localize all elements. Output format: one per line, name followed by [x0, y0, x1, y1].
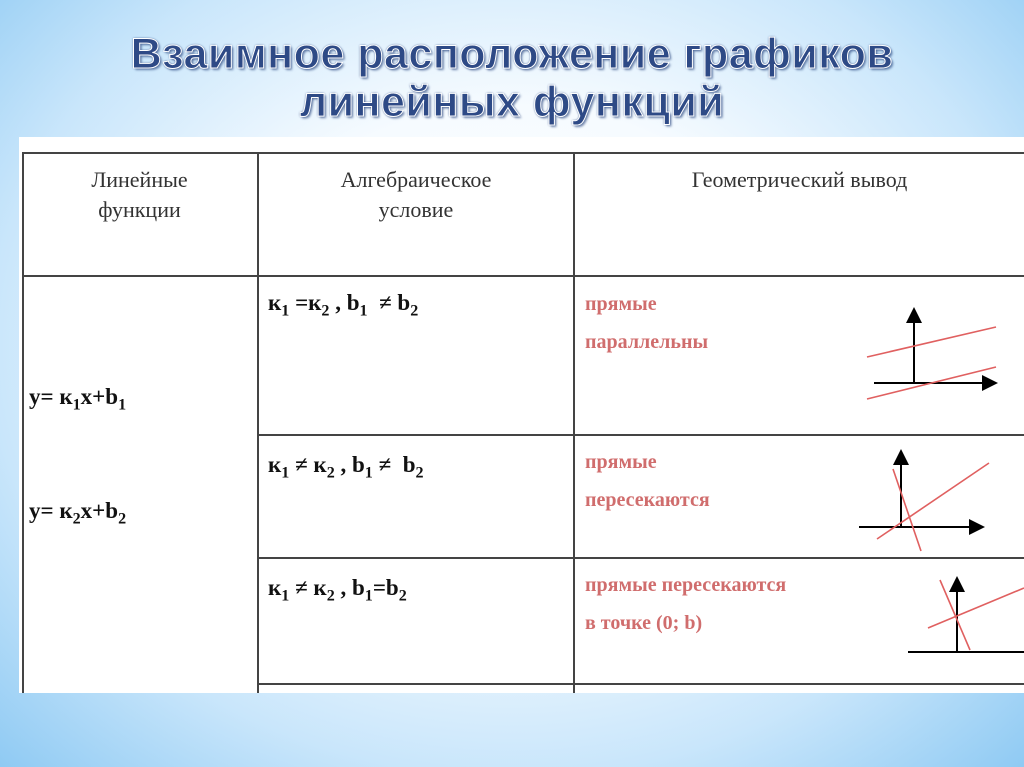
col-divider-1 — [257, 152, 259, 693]
function-1-rest: x+b — [80, 384, 119, 409]
parallel-lines-sketch — [859, 297, 1024, 407]
header-divider — [22, 275, 1024, 277]
cond-2-b-sub: 2 — [326, 464, 335, 482]
cond-2-a-sub: 1 — [281, 464, 290, 482]
intersecting-lines-sketch — [849, 447, 999, 557]
condition-row-2 — [268, 452, 424, 483]
cond-2-c-sub: 1 — [364, 464, 373, 482]
cond-3-c: , b — [334, 575, 365, 600]
cond-1-a: к — [268, 290, 282, 315]
function-1-main: y= к — [29, 384, 73, 409]
parallel-line-upper — [867, 327, 996, 357]
header-condition — [259, 165, 573, 225]
function-1-sub-b: 1 — [118, 396, 127, 414]
function-2-main: y= к — [29, 498, 73, 523]
header-functions-line1: Линейные — [91, 167, 188, 192]
header-functions-line2: функции — [98, 197, 181, 222]
cond-3-c-sub: 1 — [364, 587, 373, 605]
cond-3-a-sub: 1 — [281, 587, 290, 605]
header-condition-line1: Алгебраическое — [340, 167, 492, 192]
result-2-line1: прямые — [585, 451, 657, 473]
slide-title-line1: Взаимное расположение графиков — [130, 30, 894, 78]
result-3-line1: прямые пересекаются — [585, 574, 787, 596]
result-1-line1: прямые — [585, 293, 657, 315]
condition-row-3 — [268, 575, 407, 606]
header-functions — [22, 165, 257, 225]
intersect-at-y-axis-sketch — [904, 572, 1024, 662]
comparison-table — [19, 137, 1024, 693]
result-2-line2: пересекаются — [585, 489, 710, 511]
function-1-sub-k: 1 — [72, 396, 81, 414]
cond-3-d-sub: 2 — [398, 587, 407, 605]
row-divider-2 — [257, 557, 1024, 559]
slide-title-line2: линейных функций — [299, 78, 725, 126]
header-geometry-text: Геометрический вывод — [691, 167, 908, 192]
table-border-top — [22, 152, 1024, 154]
cond-1-op2: ≠ b — [367, 290, 411, 315]
slide-title — [0, 30, 1024, 126]
cond-3-a: к — [268, 575, 282, 600]
cond-1-c: , b — [329, 290, 360, 315]
y-intersect-line-steep — [940, 580, 970, 650]
cond-2-op2: ≠ b — [372, 452, 416, 477]
function-2 — [29, 498, 126, 529]
cond-1-c-sub: 1 — [359, 302, 368, 320]
result-1-line2: параллельны — [585, 331, 709, 353]
cond-2-op1: ≠ к — [289, 452, 327, 477]
result-row-2 — [585, 443, 710, 519]
cond-2-c: , b — [334, 452, 365, 477]
row-divider-1 — [257, 434, 1024, 436]
cond-3-op1: ≠ к — [289, 575, 327, 600]
row-divider-3 — [257, 683, 1024, 685]
result-3-line2: в точке (0; b) — [585, 612, 703, 634]
condition-row-1 — [268, 290, 418, 321]
cond-1-d-sub: 2 — [410, 302, 419, 320]
function-1 — [29, 384, 126, 415]
col-divider-2 — [573, 152, 575, 693]
header-condition-line2: условие — [378, 197, 454, 222]
cond-1-a-sub: 1 — [281, 302, 290, 320]
table-border-left — [22, 152, 24, 693]
cond-1-op1: =к — [289, 290, 322, 315]
cond-1-b-sub: 2 — [321, 302, 330, 320]
function-2-rest: x+b — [80, 498, 119, 523]
function-2-sub-k: 2 — [72, 510, 81, 528]
cond-3-b-sub: 2 — [326, 587, 335, 605]
function-2-sub-b: 2 — [118, 510, 127, 528]
cond-3-op2: =b — [372, 575, 399, 600]
intersect-line-steep — [893, 469, 921, 551]
y-intersect-line-shallow — [928, 588, 1024, 628]
cond-2-d-sub: 2 — [415, 464, 424, 482]
result-row-3 — [585, 566, 786, 642]
result-row-1 — [585, 285, 708, 361]
cond-2-a: к — [268, 452, 282, 477]
header-geometry — [575, 165, 1024, 195]
